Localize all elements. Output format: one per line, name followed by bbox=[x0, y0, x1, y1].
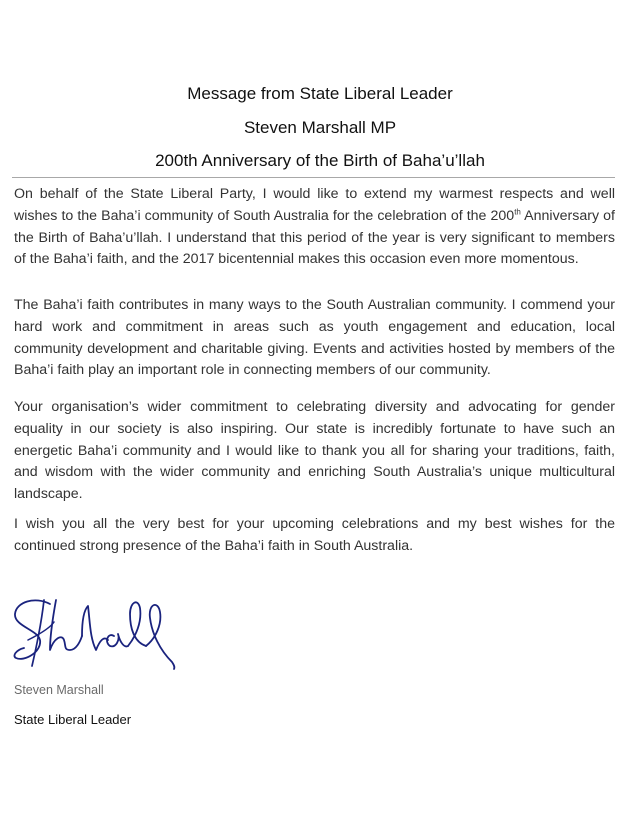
header-divider bbox=[12, 177, 615, 178]
body-paragraph-3: Your organisation’s wider commitment to celebrating diversity and advocating for gender equality in our society is also inspiring. Our state is incredibly fortunate to have such an energetic Baha’i community and I would like to thank you all for sharing your traditions, faith, and wisdom with the wider community and enriching South Australia’s unique multicultural landscape. bbox=[14, 399, 615, 503]
body-paragraph-4: I wish you all the very best for your upcoming celebrations and my best wishes for the continued strong presence of the Baha’i faith in South Australia. bbox=[14, 516, 615, 554]
letter-heading-title: Message from State Liberal Leader bbox=[187, 84, 453, 103]
signature-stroke-a bbox=[107, 634, 128, 646]
paragraph-text: On behalf of the State Liberal Party, I would like to extend my warmest respects and well wishes to the Baha’i community of South Australia for the celebration of the 200 bbox=[14, 186, 615, 224]
body-paragraph-1 bbox=[14, 184, 615, 271]
signature-stroke-r bbox=[82, 606, 108, 650]
paragraph-text: Anniversary of the Birth of Baha’u’llah. I understand that this period of the year is very significant to members of the Baha’i faith, and the 2017 bicentennial makes this occasion even more momentous. bbox=[14, 207, 615, 268]
signature-stroke-h bbox=[50, 600, 82, 650]
body-paragraph-2: The Baha’i faith contributes in many ways to the South Australian community. I commend your hard work and commitment in areas such as youth engagement and education, local community development and charitable giving. Events and activities hosted by members of the Baha’i faith play an important role in connecting members of our community. bbox=[14, 297, 615, 379]
letter-heading-author: Steven Marshall MP bbox=[243, 118, 397, 137]
signatory-name: Steven Marshall bbox=[14, 683, 104, 697]
letter-heading-subject: 200th Anniversary of the Birth of Baha’u’llah bbox=[155, 151, 485, 170]
handwritten-signature bbox=[10, 592, 180, 677]
ordinal-superscript: th bbox=[514, 207, 521, 217]
signatory-title: State Liberal Leader bbox=[14, 712, 132, 727]
signature-stroke-l2 bbox=[146, 605, 174, 669]
signature-stroke-l1 bbox=[128, 602, 146, 646]
